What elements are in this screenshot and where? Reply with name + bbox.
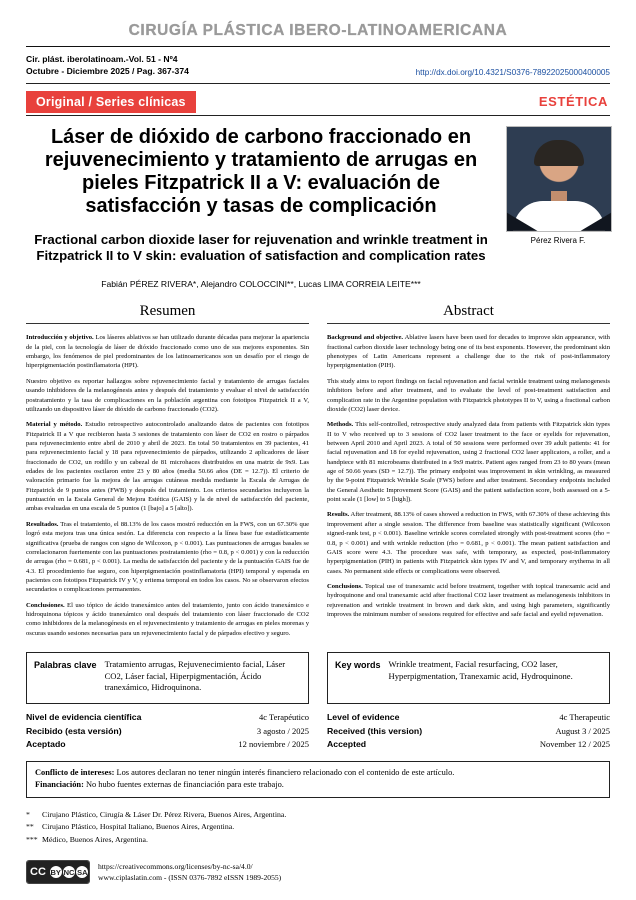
- abstract-headings: [26, 303, 610, 324]
- journal-title: CIRUGÍA PLÁSTICA IBERO-LATINOAMERICANA: [128, 22, 508, 39]
- journal-masthead: [26, 22, 610, 84]
- affiliation-item: [26, 821, 610, 833]
- metadata-label: Received (this version): [327, 725, 423, 736]
- affiliation-item: [26, 809, 610, 821]
- issue-pages: Octubre - Diciembre 2025 / Pag. 367-374: [26, 66, 189, 77]
- affiliation-list: [26, 809, 610, 846]
- metadata-label: Aceptado: [26, 739, 66, 750]
- page-footer: [26, 860, 281, 884]
- cc-badge: NC: [63, 867, 75, 877]
- conflict-of-interest-line: [35, 767, 601, 780]
- section-category-label: ESTÉTICA: [538, 94, 608, 110]
- keywords-label-english: Key words: [335, 660, 381, 671]
- abstract-paragraph: Resultados. Tras el tratamiento, el 88.13% de los casos mostró reducción en la FWS, con un 67.30% que logró esta mejora tras una única sesión. La diferencia con respecto a la línea base fue estadísticamente significativa (prueba de rangos con signo de Wilcoxon, p < 0.001). Las puntuaciones de arrugas basales se correlacionaron fuertemente con las puntuaciones postratamiento (rho = 0.8, p < 0.001) y con la reducción de arrugas (rho = 0.681, p < 0.001). La media de satisfacción del paciente y de la puntuación GAIS fue de 4.3. El procedimiento fue seguro, con hiperpigmentación postinflamatoria (HPI) temporal y esperada en pacientes con fototipos Fitzpatrick IV y V, y eritema temporal en todos los casos. No se observaron efectos secundarios o complicaciones permanentes.: [26, 520, 309, 594]
- abstract-column-spanish: [26, 333, 309, 644]
- keywords-text-english: Wrinkle treatment, Facial resurfacing, CO2 laser, Hyperpigmentation, Tranexamic acid, Hydroquinone.: [388, 659, 573, 681]
- section-bar: [26, 91, 610, 113]
- masthead-divider-thin: [26, 83, 610, 84]
- metadata-line: [327, 725, 610, 738]
- abstract-paragraph: Background and objective. Ablative lasers have been used for decades to improve skin appearance, with fractional carbon dioxide laser technology being one of its best exponents. However, the predominant skin phenotypes of Latin Americans represent a challenge due to the risk of post-inflammatory hyperpigmentation (PIH).: [327, 334, 610, 370]
- abstract-paragraph: This study aims to report findings on facial rejuvenation and facial wrinkle treatment using melanogenesis inhibitors before and after treatment, and to evaluate the level of post-treatment satisfaction and complication rate in the Argentine population with Fitzpatrick phototypes II to V, using a fractional carbon dioxide (CO2) laser device.: [327, 377, 610, 413]
- keywords-box-english: [327, 652, 610, 704]
- metadata-value: November 12 / 2025: [539, 739, 610, 750]
- site-issn-line[interactable]: www.ciplaslatin.com - (ISSN 0376-7892 eISSN 1989-2055): [98, 873, 282, 882]
- metadata-english: [327, 711, 610, 751]
- abstract-heading-es: Resumen: [26, 303, 309, 324]
- section-bar-spacer: [196, 91, 539, 113]
- conflict-text: Los autores declaran no tener ningún interés financiero relacionado con el contenido de este artículo.: [116, 767, 455, 777]
- abstract-paragraph: Results. After treatment, 88.13% of cases showed a reduction in FWS, with 67.30% of these achieving this improvement after a single session. The difference from baseline was statistically significant (Wilcoxon signed-rank test, p < 0.001). Baseline wrinkle scores correlated strongly with post-treatment scores (rho = 0.8, p < 0.001) and with wrinkle reduction (rho = 0.681, p < 0.001). The mean patient satisfaction and GAIS score were 4.3. The procedure was safe, with temporary, as expected, post-inflammatory hyperpigmentation (PIH) in patients with Fitzpatrick skin types IV and V, and temporary erythema in all cases. No permanent side effects or complications were observed.: [327, 511, 610, 575]
- cc-logo-text: CC: [27, 861, 49, 883]
- metadata-label: Level of evidence: [327, 712, 400, 723]
- abstract-paragraph: Nuestro objetivo es reportar hallazgos sobre rejuvenecimiento facial y tratamiento de arrugas faciales usando inhibidores de la melanogénesis antes y después del tratamiento y evaluar el nivel de satisfacción postratamiento y la tasa de complicaciones en la población argentina con fototipos Fitzpatrick II a V, utilizando un dispositivo láser de dióxido de carbono fraccionado (CO2).: [26, 377, 309, 413]
- affiliation-item: [26, 834, 610, 846]
- author-list: Fabián PÉREZ RIVERA*, Alejandro COLOCCINI**, Lucas LIMA CORREIA LEITE***: [101, 279, 421, 290]
- affiliation-marker: **: [26, 822, 34, 832]
- metadata-value: 4c Terapéutico: [259, 712, 309, 723]
- funding-line: [35, 779, 601, 792]
- title-block: [26, 126, 610, 289]
- page-title-english: Fractional carbon dioxide laser for rejuvenation and wrinkle treatment in Fitzpatrick II to V skin: evaluation of satisfaction and complication rates: [34, 231, 488, 263]
- keywords-label-spanish: Palabras clave: [34, 660, 97, 671]
- creative-commons-icon[interactable]: [26, 860, 90, 884]
- affiliation-marker: *: [26, 809, 30, 819]
- avatar: [506, 126, 612, 232]
- metadata-label: Accepted: [327, 739, 367, 750]
- metadata-line: [26, 738, 309, 751]
- abstract-column-english: [327, 333, 610, 644]
- funding-label: Financiación:: [35, 780, 84, 790]
- metadata-value: 4c Therapeutic: [559, 712, 610, 723]
- keywords-text-spanish: Tratamiento arrugas, Rejuvenecimiento facial, Láser CO2, Láser facial, Hiperpigmentación, Ácido tranexámico, Hidroquinona.: [104, 659, 286, 692]
- cc-badge: BY: [50, 867, 61, 877]
- cc-badges: [49, 861, 89, 883]
- metadata-line: [327, 738, 610, 751]
- funding-text: No hubo fuentes externas de financiación para este trabajo.: [85, 780, 284, 790]
- page-title: Láser de dióxido de carbono fraccionado en rejuvenecimiento y tratamiento de arrugas en pieles Fitzpatrick II a V: evaluación de satisfacción y tasas de complicación: [44, 125, 478, 218]
- abstract-columns: [26, 333, 610, 644]
- issue-info: [26, 53, 189, 78]
- affiliation-marker: ***: [26, 834, 38, 844]
- abstract-paragraph: Methods. This self-controlled, retrospective study analyzed data from patients with Fitzpatrick skin types II to V who received up to 3 sessions of CO2 laser treatment to the face or eyelids for rejuvenation, between April 2010 and April 2023. A total of 50 sessions were performed over 39 adult patients: 41 for facial rejuvenation and 18 for eyelid rejuvenation, using 2 fractional CO2 laser applicators, a roller, and a handpiece with 81 microbeams distributed in a 9x9 matrix. Patient ages ranged from 23 to 80 years (mean age of 50.66 years (SD = 12.7)). The primary endpoint was improvement in skin wrinkling, as measured by the 9-point Fitzpatrick Wrinkle Scale (FWS) before and after treatment. Secondary endpoints included the General Aesthetic Improvement Score (GAIS) and the patient satisfaction score, both assessed on a 5-point scale (1 [low] to 5 [high]).: [327, 421, 610, 504]
- issue-volume: Cir. plást. iberolatinoam.-Vol. 51 - Nº4: [26, 54, 178, 64]
- disclosure-box: [26, 761, 610, 798]
- author-photo-caption: Pérez Rivera F.: [530, 235, 586, 245]
- cc-badge: SA: [77, 867, 88, 877]
- keyword-row: [26, 652, 610, 704]
- metadata-value: August 3 / 2025: [555, 725, 610, 736]
- abstract-paragraph: Material y método. Estudio retrospectivo autocontrolado analizando datos de pacientes con fototipos Fitzpatrick II a V que recibieron hasta 3 sesiones de tratamiento con láser de CO2 en rostro o párpados para rejuvenecimiento entre abril de 2010 y abril de 2023. En total 50 tratamientos en 39 pacientes, 41 para rejuvenecimiento facial y 18 para rejuvenecimiento de párpados, utilizando 2 aplicadores de láser fraccionado de CO2, un rodillo y un cabezal de 81 microhaces distribuidos en una matriz de 9x9. Las edades de los pacientes oscilaron entre 23 y 80 años (media 50.66 años (DE = 12.7)). El criterio de valoración primario fue la mejora de las arrugas cutáneas medida mediante la Escala de Arrugas de Fitzpatrick de 9 puntos antes (FWB) y después del tratamiento. Los criterios secundarios incluyeron la puntuación en la Escala General de Mejora Estética (GAIS) y la de nivel de satisfacción del paciente, ambas evaluadas en una escala de 5 puntos (1 [bajo] a 5 [alto]).: [26, 421, 309, 513]
- metadata-value: 12 noviembre / 2025: [238, 739, 309, 750]
- keywords-box-spanish: [26, 652, 309, 704]
- abstract-heading-en: Abstract: [327, 303, 610, 324]
- abstract-paragraph: Conclusiones. El uso tópico de ácido tranexámico antes del tratamiento, junto con ácido tranexámico e hidroquinona tópicos y ácido tranexámico oral después del tratamiento con láser fraccionado de CO2 como inhibidores de la melanogénesis en el rejuvenecimiento y tratamiento de arrugas en pieles morenas y oscuras usando sesiones necesarias para un rejuvenecimiento facial y de párpados efectivo y seguro.: [26, 601, 309, 637]
- affiliation-text: Médico, Buenos Aires, Argentina.: [42, 834, 148, 844]
- section-bar-divider: [26, 115, 610, 116]
- abstract-paragraph: Introducción y objetivo. Los láseres ablativos se han utilizado durante décadas para mejorar la apariencia de la piel, con la tecnología de láser de dióxido fraccionado como uno de sus mejores exponentes. Sin embargo, los fenómenos de piel predominantes de los latinoamericanos son un desafío por el riesgo de hiperpigmentación postinflamatoria (HPI).: [26, 334, 309, 370]
- metadata-line: [26, 725, 309, 738]
- metadata-spanish: [26, 711, 309, 751]
- doi-link[interactable]: http://dx.doi.org/10.4321/S0376-78922025000400005: [415, 67, 610, 77]
- metadata-value: 3 agosto / 2025: [256, 725, 309, 736]
- metadata-label: Nivel de evidencia científica: [26, 712, 142, 723]
- metadata-label: Recibido (esta versión): [26, 725, 122, 736]
- footer-text: [98, 861, 281, 883]
- conflict-label: Conflicto de intereses:: [35, 767, 115, 777]
- affiliation-text: Cirujano Plástico, Hospital Italiano, Buenos Aires, Argentina.: [42, 822, 235, 832]
- masthead-divider: [26, 46, 610, 47]
- portrait-hair: [534, 140, 584, 166]
- section-type-label: Original / Series clínicas: [26, 91, 196, 113]
- author-photo-block: [506, 126, 610, 289]
- license-url[interactable]: https://creativecommons.org/licenses/by-nc-sa/4.0/: [98, 862, 253, 871]
- abstract-paragraph: Conclusions. Topical use of tranexamic acid before treatment, together with topical tranexamic acid and hydroquinone and oral tranexamic acid after fractional CO2 laser treatment as melanogenesis inhibitors in rejuvenation and wrinkle treatment in brown and dark skin, and using high parameters, significantly improves the minimum number of sessions required for effective and safe facial and eyelid rejuvenation.: [327, 582, 610, 619]
- metadata-line: [26, 711, 309, 724]
- metadata-line: [327, 711, 610, 724]
- affiliation-text: Cirujano Plástico, Cirugía & Láser Dr. Pérez Rivera, Buenos Aires, Argentina.: [42, 809, 287, 819]
- metadata-row: [26, 711, 610, 751]
